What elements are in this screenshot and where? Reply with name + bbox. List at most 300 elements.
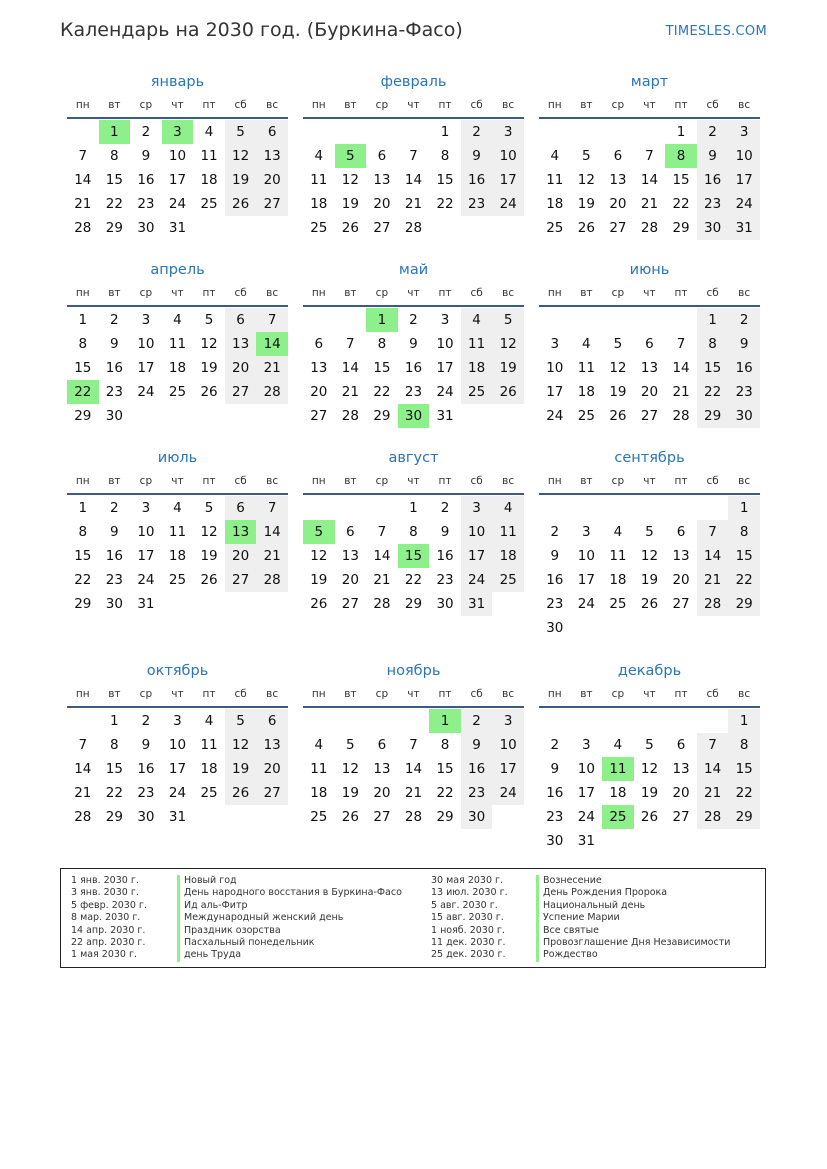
day-cell: 14 [373,548,391,564]
day-cell: 23 [461,781,493,805]
day-cell: 23 [461,192,493,216]
day-cell: 10 [728,144,760,168]
legend-date: 13 июл. 2030 г. [431,887,508,899]
legend-names-right [536,875,730,962]
day-cell: 6 [377,148,387,164]
day-cell: 21 [404,785,423,801]
day-cell: 11 [492,520,524,544]
day-cell: 9 [409,336,418,352]
day-cell: 3 [550,336,560,352]
day-cell: 20 [310,384,328,400]
empty-cell [335,709,367,733]
weekday-label: пн [547,99,562,111]
legend-names-left [177,875,402,962]
legend-date: 1 янв. 2030 г. [71,875,139,886]
weekday-header [539,470,760,495]
weekday-label: сб [234,475,247,487]
month-name: декабрь [617,663,682,679]
month-name: июль [157,450,198,466]
day-cell: 1 [676,124,686,140]
weekday-label: сб [470,99,483,111]
day-cell: 2 [110,312,119,328]
legend-date: 3 янв. 2030 г. [71,887,139,899]
day-cell: 1 [697,308,729,332]
empty-cell [602,308,634,332]
weekday-label: пн [75,99,90,111]
legend-holiday-name: Успение Марии [536,912,730,924]
weekday-label: сб [706,475,719,487]
days-grid [67,120,288,240]
day-cell: 30 [137,809,155,825]
day-cell: 6 [676,737,686,753]
day-cell: 25 [168,572,187,588]
weekday-header [67,683,288,708]
weekday-label: сб [234,287,247,299]
day-cell: 15 [74,548,92,564]
day-cell: 4 [492,496,524,520]
day-cell: 5 [492,308,524,332]
day-cell: 9 [141,148,151,164]
holiday-legend [60,868,766,968]
weekday-label: сб [706,99,719,111]
weekday-label: ср [139,99,153,111]
month-block [539,260,760,448]
days-grid [539,308,760,428]
legend-date: 1 мая 2030 г. [71,949,137,961]
day-cell: 29 [436,809,454,825]
weekday-label: пт [438,688,452,700]
day-cell: 12 [200,524,218,540]
day-cell: 12 [640,761,659,777]
day-cell: 2 [141,713,151,729]
day-cell: 21 [404,196,423,212]
day-cell: 14 [74,172,92,188]
day-cell: 28 [697,805,729,829]
month-name: май [398,262,429,278]
holiday-day-cell: 25 [602,805,634,829]
weekday-label: вс [502,688,515,700]
days-grid [303,308,524,428]
empty-cell [335,120,367,144]
legend-holiday-name: Рождество [536,949,730,961]
day-cell: 2 [550,524,560,540]
day-cell: 28 [640,220,659,236]
day-cell: 4 [613,737,623,753]
days-grid [67,709,288,829]
day-cell: 11 [168,336,187,352]
day-cell: 24 [577,596,595,612]
day-cell: 6 [225,496,257,520]
day-cell: 22 [436,785,454,801]
day-cell: 7 [78,148,88,164]
day-cell: 24 [492,192,524,216]
day-cell: 10 [492,733,524,757]
day-cell: 3 [492,120,524,144]
day-cell: 3 [141,312,151,328]
day-cell: 6 [377,737,387,753]
day-cell: 23 [105,384,123,400]
day-cell: 10 [168,148,187,164]
day-cell: 7 [256,496,288,520]
day-cell: 14 [697,757,729,781]
holiday-day-cell: 3 [162,120,194,144]
legend-holiday-name: Провозглашение Дня Независимости [536,937,730,949]
day-cell: 20 [225,544,257,568]
day-cell: 21 [373,572,391,588]
day-cell: 19 [341,196,359,212]
day-cell: 17 [577,572,595,588]
day-cell: 10 [546,360,564,376]
day-cell: 16 [728,356,760,380]
day-cell: 17 [492,757,524,781]
day-cell: 12 [341,761,359,777]
day-cell: 18 [546,196,564,212]
month-block [539,448,760,636]
site-link[interactable]: TIMESLES.COM [665,24,767,39]
day-cell: 9 [110,524,119,540]
empty-cell [539,120,571,144]
page-title: Календарь на 2030 год. (Буркина-Фасо) [60,19,463,41]
legend-date: 30 мая 2030 г. [431,875,504,886]
legend-holiday-name: Национальный день [536,900,730,912]
day-cell: 28 [74,809,92,825]
day-cell: 1 [409,500,418,516]
day-cell: 8 [78,336,88,352]
legend-holiday-name: День народного восстания в Буркина-Фасо [177,887,402,899]
day-cell: 6 [346,524,355,540]
empty-cell [303,308,335,332]
weekday-label: пт [202,475,216,487]
weekday-label: чт [643,475,656,487]
weekday-label: вс [266,688,279,700]
month-block [303,661,524,849]
day-cell: 17 [577,785,595,801]
weekday-label: пт [438,475,452,487]
holiday-day-cell: 14 [256,332,288,356]
holiday-day-cell: 1 [429,709,461,733]
empty-cell [602,709,634,733]
day-cell: 29 [404,596,423,612]
day-cell: 8 [110,737,119,753]
legend-date: 14 апр. 2030 г. [71,924,146,936]
weekday-label: сб [470,688,483,700]
day-cell: 2 [110,500,119,516]
day-cell: 13 [373,761,391,777]
weekday-label: вт [108,475,121,487]
weekday-label: пт [674,475,688,487]
day-cell: 11 [461,332,493,356]
weekday-label: вс [738,287,751,299]
day-cell: 31 [728,216,760,240]
day-cell: 4 [204,713,214,729]
empty-cell [303,709,335,733]
legend-date: 5 авг. 2030 г. [431,899,498,911]
day-cell: 7 [676,336,686,352]
day-cell: 23 [436,572,454,588]
day-cell: 27 [341,596,359,612]
day-cell: 20 [373,196,391,212]
day-cell: 20 [640,384,659,400]
weekday-label: чт [643,688,656,700]
month-block [67,448,288,636]
day-cell: 4 [204,124,214,140]
day-cell: 10 [492,144,524,168]
day-cell: 3 [582,737,591,753]
day-cell: 8 [697,332,729,356]
weekday-label: ср [139,688,153,700]
day-cell: 18 [168,360,187,376]
day-cell: 4 [613,524,623,540]
day-cell: 24 [728,192,760,216]
day-cell: 15 [74,360,92,376]
day-cell: 26 [225,781,257,805]
day-cell: 8 [728,520,760,544]
day-cell: 22 [728,781,760,805]
day-cell: 11 [609,548,627,564]
day-cell: 19 [640,572,659,588]
day-cell: 27 [225,568,257,592]
day-cell: 2 [550,737,560,753]
weekday-label: вс [266,475,279,487]
day-cell: 7 [697,520,729,544]
day-cell: 21 [697,568,729,592]
day-cell: 20 [373,785,391,801]
day-cell: 11 [168,524,187,540]
weekday-label: пт [674,99,688,111]
legend-holiday-name: Праздник озорства [177,925,402,937]
days-grid [67,308,288,428]
day-cell: 23 [137,785,155,801]
empty-cell [539,496,571,520]
day-cell: 15 [105,172,123,188]
month-block [67,72,288,260]
day-cell: 27 [373,220,391,236]
day-cell: 17 [168,172,187,188]
day-cell: 9 [550,761,560,777]
day-cell: 24 [577,809,595,825]
day-cell: 23 [404,384,423,400]
day-cell: 8 [440,148,450,164]
day-cell: 15 [728,544,760,568]
day-cell: 8 [78,524,88,540]
holiday-day-cell: 13 [225,520,257,544]
weekday-label: вт [580,99,593,111]
day-cell: 26 [492,380,524,404]
day-cell: 15 [373,360,391,376]
day-cell: 30 [697,216,729,240]
day-cell: 22 [74,572,92,588]
day-cell: 30 [436,596,454,612]
day-cell: 29 [74,596,92,612]
weekday-label: пн [311,688,326,700]
days-grid [303,709,524,829]
weekday-label: пн [547,287,562,299]
day-cell: 3 [440,312,450,328]
day-cell: 29 [105,809,123,825]
legend-holiday-name: день Труда [177,949,402,961]
day-cell: 14 [404,172,423,188]
month-block [303,448,524,636]
day-cell: 27 [256,781,288,805]
weekday-label: ср [611,99,625,111]
day-cell: 18 [492,544,524,568]
empty-cell [67,120,99,144]
day-cell: 10 [137,336,155,352]
day-cell: 6 [256,709,288,733]
legend-date: 15 авг. 2030 г. [431,912,504,924]
day-cell: 15 [728,757,760,781]
day-cell: 12 [225,144,257,168]
day-cell: 29 [105,220,123,236]
day-cell: 18 [310,196,328,212]
day-cell: 16 [105,360,123,376]
day-cell: 19 [577,196,595,212]
day-cell: 10 [577,548,595,564]
day-cell: 18 [310,785,328,801]
day-cell: 11 [200,148,218,164]
day-cell: 25 [310,220,328,236]
day-cell: 6 [613,148,623,164]
weekday-label: сб [470,287,483,299]
day-cell: 13 [640,360,659,376]
day-cell: 17 [728,168,760,192]
day-cell: 19 [225,168,257,192]
weekday-label: вт [580,688,593,700]
weekday-label: пт [438,99,452,111]
day-cell: 21 [256,544,288,568]
month-name: март [630,74,669,90]
weekday-label: сб [706,688,719,700]
day-cell: 22 [105,785,123,801]
day-cell: 30 [546,620,564,636]
day-cell: 8 [728,733,760,757]
day-cell: 1 [728,496,760,520]
weekday-label: пт [202,688,216,700]
day-cell: 24 [492,781,524,805]
day-cell: 11 [577,360,595,376]
day-cell: 16 [105,548,123,564]
day-cell: 7 [645,148,654,164]
weekday-label: вт [344,475,357,487]
day-cell: 16 [546,572,564,588]
day-cell: 9 [697,144,729,168]
day-cell: 24 [168,785,187,801]
legend-dates-right [431,875,508,962]
day-cell: 12 [341,172,359,188]
day-cell: 29 [728,805,760,829]
day-cell: 27 [609,220,627,236]
weekday-label: вт [344,688,357,700]
month-name: июнь [629,262,670,278]
weekday-label: чт [407,99,420,111]
day-cell: 12 [609,360,627,376]
day-cell: 25 [609,596,627,612]
months-grid [67,72,760,849]
day-cell: 4 [314,148,324,164]
month-name: февраль [380,74,447,90]
day-cell: 22 [728,568,760,592]
day-cell: 1 [728,709,760,733]
day-cell: 23 [546,596,564,612]
day-cell: 12 [492,332,524,356]
weekday-label: пт [438,287,452,299]
weekday-label: чт [407,287,420,299]
day-cell: 9 [550,548,560,564]
day-cell: 4 [461,308,493,332]
holiday-day-cell: 11 [602,757,634,781]
day-cell: 25 [577,408,595,424]
day-cell: 19 [200,548,218,564]
day-cell: 28 [404,809,423,825]
day-cell: 31 [461,592,493,616]
day-cell: 30 [461,805,493,829]
day-cell: 20 [609,196,627,212]
month-block [67,260,288,448]
weekday-label: пн [75,475,90,487]
day-cell: 15 [672,172,690,188]
day-cell: 31 [168,220,187,236]
day-cell: 13 [341,548,359,564]
day-cell: 5 [225,120,257,144]
day-cell: 31 [168,809,187,825]
day-cell: 20 [256,168,288,192]
holiday-day-cell: 15 [398,544,430,568]
weekday-label: чт [643,99,656,111]
day-cell: 2 [440,500,450,516]
day-cell: 21 [341,384,359,400]
day-cell: 25 [492,568,524,592]
day-cell: 13 [256,144,288,168]
legend-date: 1 нояб. 2030 г. [431,924,505,936]
day-cell: 17 [436,360,454,376]
month-name: январь [150,74,205,90]
weekday-label: ср [139,287,153,299]
day-cell: 2 [697,120,729,144]
day-cell: 4 [582,336,591,352]
weekday-label: пт [674,287,688,299]
day-cell: 28 [256,568,288,592]
day-cell: 21 [672,384,690,400]
empty-cell [634,120,666,144]
day-cell: 4 [550,148,560,164]
weekday-label: пт [202,287,216,299]
day-cell: 26 [225,192,257,216]
day-cell: 21 [74,196,92,212]
legend-date: 5 февр. 2030 г. [71,899,147,911]
day-cell: 13 [672,761,690,777]
day-cell: 6 [645,336,654,352]
month-block [67,661,288,849]
weekday-label: сб [706,287,719,299]
day-cell: 27 [310,408,328,424]
day-cell: 7 [697,733,729,757]
day-cell: 30 [105,596,123,612]
day-cell: 23 [137,196,155,212]
day-cell: 28 [697,592,729,616]
day-cell: 11 [310,172,328,188]
weekday-label: сб [470,475,483,487]
day-cell: 26 [640,596,659,612]
day-cell: 20 [225,356,257,380]
weekday-label: пн [75,688,90,700]
day-cell: 31 [577,833,595,849]
day-cell: 14 [640,172,659,188]
day-cell: 22 [436,196,454,212]
day-cell: 29 [373,408,391,424]
empty-cell [303,496,335,520]
weekday-label: чт [171,287,184,299]
day-cell: 10 [168,737,187,753]
